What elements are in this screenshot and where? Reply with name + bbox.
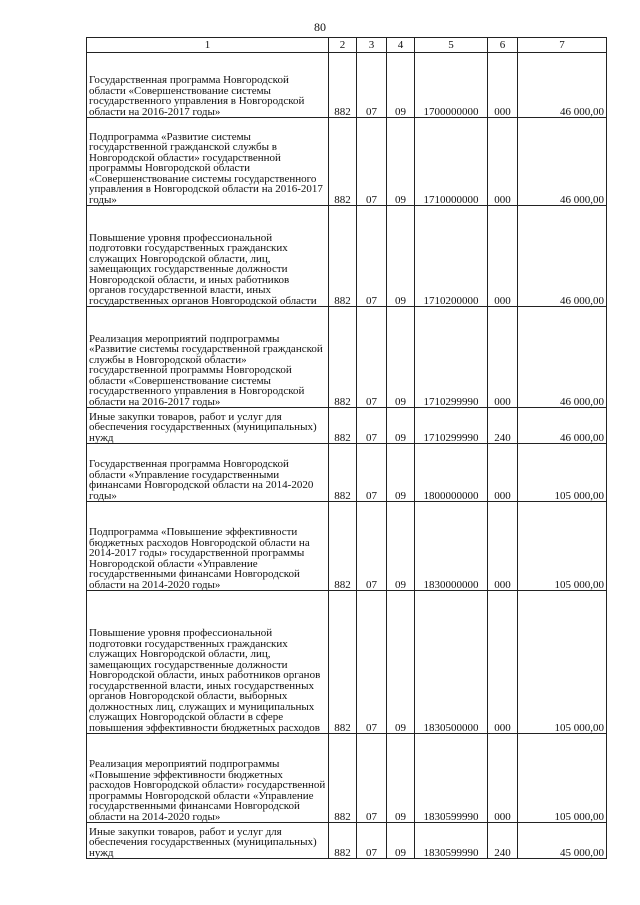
row-col-3: 07 (357, 307, 387, 408)
row-col-4: 09 (387, 408, 415, 444)
header-col-6: 6 (488, 38, 518, 53)
row-col-3: 07 (357, 502, 387, 591)
row-name: Государственная программа Новгородской области «Управление государственными финансами Новгородской области на 2014-2020 годы» (87, 444, 329, 502)
row-col-5: 1830000000 (415, 502, 488, 591)
row-col-4: 09 (387, 53, 415, 118)
row-col-2: 882 (329, 118, 357, 206)
row-name: Подпрограмма «Повышение эффективности бюджетных расходов Новгородской области на 2014-2017 годы» государственной программы Новгородской области «Управление государственными финансами Новгородской области на 2014-2020 годы» (87, 502, 329, 591)
row-col-3: 07 (357, 734, 387, 823)
row-col-4: 09 (387, 823, 415, 859)
row-col-3: 07 (357, 206, 387, 307)
table-row (87, 408, 607, 444)
row-amount: 105 000,00 (518, 591, 607, 734)
header-col-7: 7 (518, 38, 607, 53)
row-col-3: 07 (357, 591, 387, 734)
row-col-5: 1830599990 (415, 734, 488, 823)
row-amount: 105 000,00 (518, 444, 607, 502)
row-col-5: 1710200000 (415, 206, 488, 307)
table-row (87, 118, 607, 206)
row-name: Иные закупки товаров, работ и услуг для обеспечения государственных (муниципальных) нужд (87, 823, 329, 859)
row-col-3: 07 (357, 408, 387, 444)
row-col-4: 09 (387, 206, 415, 307)
row-col-3: 07 (357, 823, 387, 859)
table-row (87, 734, 607, 823)
row-col-5: 1800000000 (415, 444, 488, 502)
row-col-2: 882 (329, 502, 357, 591)
row-col-6: 240 (488, 823, 518, 859)
table-row (87, 206, 607, 307)
row-col-3: 07 (357, 118, 387, 206)
row-amount: 46 000,00 (518, 118, 607, 206)
row-name: Подпрограмма «Развитие системы государственной гражданской службы в Новгородской области» государственной программы Новгородской области «Совершенствование системы государственного управления в Новгородской области на 2016-2017 годы» (87, 118, 329, 206)
row-col-2: 882 (329, 408, 357, 444)
row-amount: 105 000,00 (518, 502, 607, 591)
row-col-2: 882 (329, 444, 357, 502)
header-col-4: 4 (387, 38, 415, 53)
row-col-2: 882 (329, 823, 357, 859)
header-col-1: 1 (87, 38, 329, 53)
row-col-5: 1830500000 (415, 591, 488, 734)
row-col-4: 09 (387, 591, 415, 734)
row-amount: 105 000,00 (518, 734, 607, 823)
row-col-6: 000 (488, 53, 518, 118)
row-name: Повышение уровня профессиональной подготовки государственных гражданских служащих Новгородской области, лиц, замещающих государственные должности Новгородской области, и иных работников органов государственной власти, иных государственных органов Новгородской области (87, 206, 329, 307)
row-col-6: 000 (488, 734, 518, 823)
row-col-6: 000 (488, 502, 518, 591)
row-col-6: 240 (488, 408, 518, 444)
row-name: Повышение уровня профессиональной подготовки государственных гражданских служащих Новгородской области, лиц, замещающих государственные должности Новгородской области, иных работников органов государственной власти, иных государственных органов Новгородской области, выборных должностных лиц, служащих и муниципальных служащих Новгородской области в сфере повышения эффективности бюджетных расходов (87, 591, 329, 734)
header-col-2: 2 (329, 38, 357, 53)
table-row (87, 307, 607, 408)
row-amount: 46 000,00 (518, 206, 607, 307)
header-col-5: 5 (415, 38, 488, 53)
table-row (87, 53, 607, 118)
header-col-3: 3 (357, 38, 387, 53)
row-col-4: 09 (387, 502, 415, 591)
row-col-5: 1830599990 (415, 823, 488, 859)
page-number: 80 (314, 20, 326, 34)
row-col-5: 1710000000 (415, 118, 488, 206)
table-row (87, 591, 607, 734)
row-col-2: 882 (329, 734, 357, 823)
row-col-6: 000 (488, 307, 518, 408)
row-name: Реализация мероприятий подпрограммы «Повышение эффективности бюджетных расходов Новгородской области» государственной программы Новгородской области «Управление государственными финансами Новгородской области на 2014-2020 годы» (87, 734, 329, 823)
row-col-6: 000 (488, 591, 518, 734)
row-name: Реализация мероприятий подпрограммы «Развитие системы государственной гражданской службы в Новгородской области» государственной программы Новгородской области «Совершенствование системы государственного управления в Новгородской области на 2016-2017 годы» (87, 307, 329, 408)
row-col-3: 07 (357, 444, 387, 502)
row-amount: 46 000,00 (518, 307, 607, 408)
row-col-6: 000 (488, 444, 518, 502)
table-row (87, 502, 607, 591)
budget-table (86, 37, 607, 859)
table-row (87, 444, 607, 502)
row-col-4: 09 (387, 307, 415, 408)
row-col-4: 09 (387, 734, 415, 823)
row-col-2: 882 (329, 591, 357, 734)
row-col-5: 1700000000 (415, 53, 488, 118)
row-amount: 46 000,00 (518, 53, 607, 118)
row-col-6: 000 (488, 118, 518, 206)
row-col-5: 1710299990 (415, 408, 488, 444)
row-amount: 46 000,00 (518, 408, 607, 444)
row-col-3: 07 (357, 53, 387, 118)
row-col-4: 09 (387, 118, 415, 206)
header-row (87, 38, 607, 53)
row-col-2: 882 (329, 206, 357, 307)
row-col-6: 000 (488, 206, 518, 307)
row-name: Государственная программа Новгородской области «Совершенствование системы государственного управления в Новгородской области на 2016-2017 годы» (87, 53, 329, 118)
row-col-2: 882 (329, 307, 357, 408)
row-col-4: 09 (387, 444, 415, 502)
row-col-2: 882 (329, 53, 357, 118)
row-amount: 45 000,00 (518, 823, 607, 859)
row-name: Иные закупки товаров, работ и услуг для обеспечения государственных (муниципальных) нужд (87, 408, 329, 444)
table-row (87, 823, 607, 859)
row-col-5: 1710299990 (415, 307, 488, 408)
